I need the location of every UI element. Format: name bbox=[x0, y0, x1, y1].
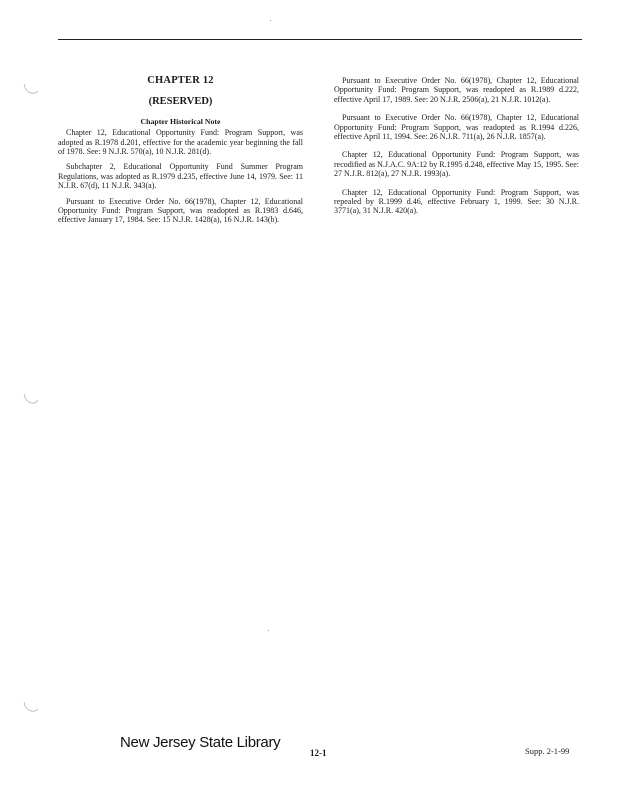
header-rule bbox=[58, 39, 582, 40]
scan-dot bbox=[270, 20, 271, 21]
right-column bbox=[334, 76, 579, 225]
chapter-title: CHAPTER 12 bbox=[147, 75, 214, 86]
chapter-status: (RESERVED) bbox=[148, 96, 213, 108]
scan-dot bbox=[268, 630, 269, 631]
historical-note-paragraph: Subchapter 2, Educational Opportunity Fund Summer Program Regulations, was adopted as R.1979 d.235, effective June 14, 1979. See: 11 N.J.R. 67(d), 11 N.J.R. 343(a). bbox=[58, 162, 303, 191]
scan-mark bbox=[22, 82, 40, 96]
scan-mark bbox=[22, 392, 40, 406]
historical-note-paragraph: Pursuant to Executive Order No. 66(1978), Chapter 12, Educational Opportunity Fund: Program Support, was readopted as R.1994 d.226, effective April 11, 1994. See: 26 N.J.R. 711(a), 26 N.J.R. 1857(a). bbox=[334, 113, 579, 142]
historical-note-paragraph: Pursuant to Executive Order No. 66(1978), Chapter 12, Educational Opportunity Fund: Program Support, was readopted as R.1989 d.222, effective April 17, 1989. See: 20 N.J.R. 2506(a), 21 N.J.R. 1012(a). bbox=[334, 76, 579, 104]
scan-mark bbox=[22, 700, 40, 714]
library-stamp: New Jersey State Library bbox=[120, 734, 281, 751]
supplement-date: Supp. 2-1-99 bbox=[525, 746, 570, 756]
historical-note-paragraph: Chapter 12, Educational Opportunity Fund: Program Support, was adopted as R.1978 d.201, effective for the academic year beginning the fall of 1978. See: 9 N.J.R. 570(a), 10 N.J.R. 281(d). bbox=[58, 128, 303, 157]
historical-note-paragraph: Chapter 12, Educational Opportunity Fund: Program Support, was repealed by R.1999 d.46, effective February 1, 1999. See: 30 N.J.R. 3771(a), 31 N.J.R. 420(a). bbox=[334, 187, 579, 216]
historical-note-heading: Chapter Historical Note bbox=[140, 116, 221, 126]
page-number: 12-1 bbox=[310, 748, 327, 758]
historical-note-paragraph: Pursuant to Executive Order No. 66(1978), Chapter 12, Educational Opportunity Fund: Program Support, was readopted as R.1983 d.646, effective January 17, 1984. See: 15 N.J.R. 1428(a), 16 N.J.R. 143(b). bbox=[58, 196, 303, 225]
historical-note-paragraph: Chapter 12, Educational Opportunity Fund: Program Support, was recodified as N.J.A.C. 9A:12 by R.1995 d.248, effective May 15, 1995. See: 27 N.J.R. 812(a), 27 N.J.R. 1993(a). bbox=[334, 150, 579, 179]
left-column bbox=[58, 76, 303, 231]
